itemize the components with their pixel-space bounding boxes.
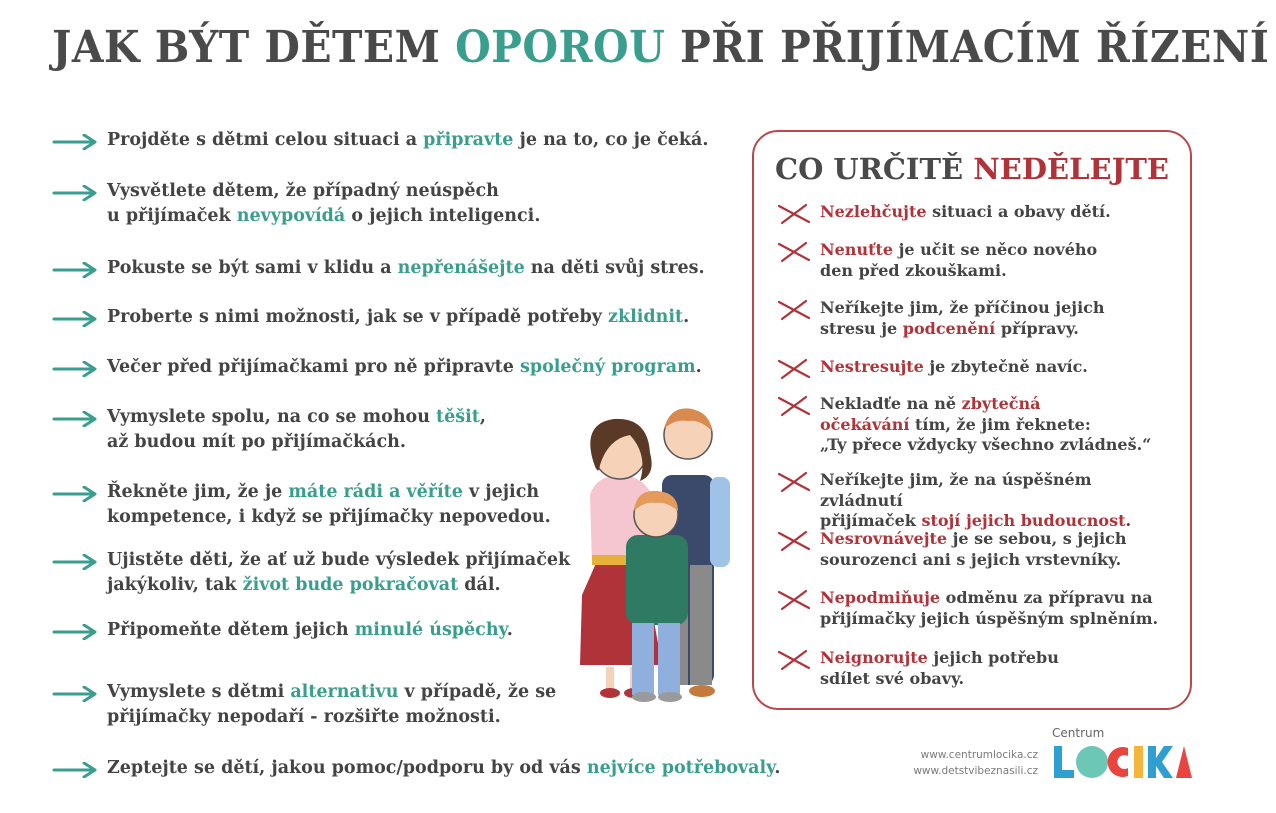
tip-text: Řekněte jim, že je máte rádi a věříte v jejich kompetence, i když se přijímačky nepovedou. <box>107 482 551 527</box>
family-illustration <box>570 395 745 710</box>
tip-item <box>52 548 572 598</box>
arrow-right-icon <box>52 361 98 377</box>
tip-text: Ujistěte děti, že ať už bude výsledek přijímaček jakýkoliv, tak život bude pokračovat dál. <box>107 550 571 595</box>
tip-text: Připomeňte dětem jejich minulé úspěchy. <box>107 620 513 640</box>
dont-text: Nenuťte je učit se něco nového den před zkouškami. <box>820 240 1098 280</box>
donts-title: CO URČITĚ NEDĚLEJTE <box>774 152 1170 186</box>
tip-text: Zeptejte se dětí, jakou pomoc/podporu by od vás nejvíce potřebovaly. <box>107 758 781 778</box>
tip-text: Proberte s nimi možnosti, jak se v případě potřeby zklidnit. <box>107 307 690 327</box>
locika-logo <box>1052 726 1202 786</box>
dont-text: Nekladťe na ně zbytečná očekávání tím, že jim řeknete: „Ty přece vždycky všechno zvládneš.“ <box>820 394 1152 454</box>
tip-item <box>52 618 572 643</box>
dont-item <box>776 202 1176 223</box>
dont-text: Nezlehčujte situaci a obavy dětí. <box>820 202 1111 221</box>
url-centrumlocika[interactable]: www.centrumlocika.cz <box>920 749 1038 761</box>
arrow-right-icon <box>52 624 98 640</box>
tip-item <box>52 756 812 781</box>
cross-icon <box>776 299 812 321</box>
title-part2: PŘI PŘIJÍMACÍM ŘÍZENÍ <box>665 22 1270 73</box>
tip-item <box>52 480 572 530</box>
url-detstvibeznasili[interactable]: www.detstvibeznasili.cz <box>913 765 1038 777</box>
dont-item <box>776 240 1176 281</box>
cross-icon <box>776 649 812 671</box>
logo-small-text: Centrum <box>1052 726 1105 740</box>
arrow-right-icon <box>52 185 98 201</box>
arrow-right-icon <box>52 762 98 778</box>
dont-item <box>776 470 1176 532</box>
dont-text: Neříkejte jim, že příčinou jejich stresu je podcenění přípravy. <box>820 298 1105 338</box>
dont-item <box>776 588 1176 629</box>
arrow-right-icon <box>52 311 98 327</box>
arrow-right-icon <box>52 411 98 427</box>
dont-item <box>776 357 1176 378</box>
arrow-right-icon <box>52 134 98 150</box>
tip-item <box>52 128 732 153</box>
cross-icon <box>776 530 812 552</box>
arrow-right-icon <box>52 486 98 502</box>
dont-item <box>776 298 1176 339</box>
title-part1: JAK BÝT DĚTEM <box>52 22 456 73</box>
cross-icon <box>776 589 812 611</box>
dont-text: Nesrovnávejte je se sebou, s jejich sourozenci ani s jejich vrstevníky. <box>820 529 1127 569</box>
arrow-right-icon <box>52 686 98 702</box>
page-title <box>52 22 1269 73</box>
arrow-right-icon <box>52 554 98 570</box>
title-highlight: OPOROU <box>455 22 666 73</box>
tip-item <box>52 256 732 281</box>
cross-icon <box>776 358 812 380</box>
tip-item <box>52 680 572 730</box>
tip-text: Vymyslete s dětmi alternativu v případě, že se přijímačky nepodaří - rozšiřte možnosti. <box>107 682 557 727</box>
tip-text: Vysvětlete dětem, že případný neúspěch u přijímaček nevypovídá o jejich inteligenci. <box>107 181 541 226</box>
tip-text: Večer před přijímačkami pro ně připravte společný program. <box>107 357 702 377</box>
dont-item <box>776 529 1176 570</box>
cross-icon <box>776 395 812 417</box>
dont-text: Neignorujte jejich potřebu sdílet své obavy. <box>820 648 1059 688</box>
donts-box <box>752 130 1192 710</box>
dont-text: Neříkejte jim, že na úspěšném zvládnutí přijímaček stojí jejich budoucnost. <box>820 470 1132 530</box>
dont-text: Nepodmiňuje odměnu za přípravu na přijímačky jejich úspěšným splněním. <box>820 588 1159 628</box>
tip-text: Vymyslete spolu, na co se mohou těšit, až budou mít po přijímačkách. <box>107 407 486 452</box>
cross-icon <box>776 471 812 493</box>
arrow-right-icon <box>52 262 98 278</box>
tip-text: Pokuste se být sami v klidu a nepřenášejte na děti svůj stres. <box>107 258 705 278</box>
tip-text: Projděte s dětmi celou situaci a připravte je na to, co je čeká. <box>107 130 709 150</box>
logo-wordmark <box>1052 740 1194 780</box>
tip-item <box>52 405 572 455</box>
tip-item <box>52 355 732 380</box>
tip-item <box>52 179 732 229</box>
footer-urls <box>880 747 1038 779</box>
dont-item <box>776 394 1176 456</box>
tip-item <box>52 305 732 330</box>
cross-icon <box>776 241 812 263</box>
dont-item <box>776 648 1176 689</box>
cross-icon <box>776 203 812 225</box>
dont-text: Nestresujte je zbytečně navíc. <box>820 357 1088 376</box>
